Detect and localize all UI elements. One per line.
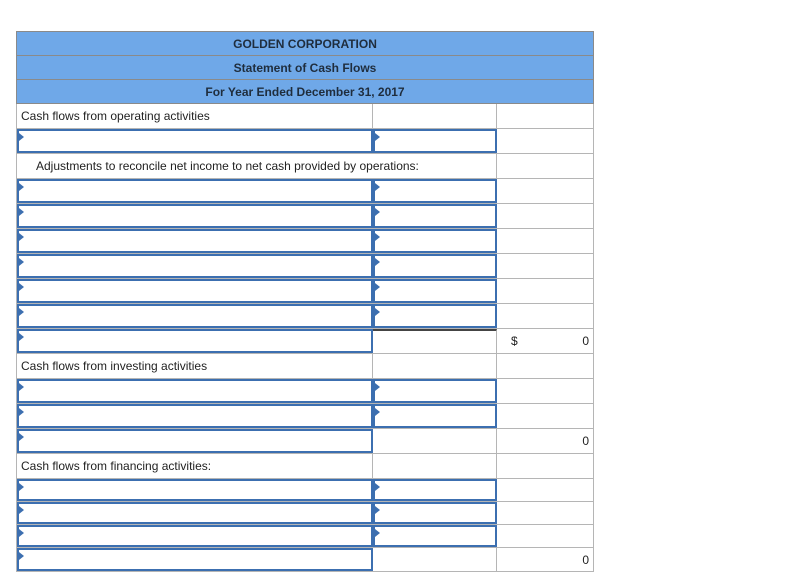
dropdown-marker-icon <box>375 308 380 316</box>
financing-row <box>16 479 594 502</box>
adjustments-label: Adjustments to reconcile net income to net cash provided by operations: <box>17 154 497 178</box>
adjustments-header-row <box>16 154 594 179</box>
financing-total-label-input[interactable] <box>17 548 373 571</box>
adjustment-label-input[interactable] <box>17 304 373 328</box>
adjustment-amount-input[interactable] <box>373 254 497 278</box>
dropdown-marker-icon <box>375 506 380 514</box>
company-name: GOLDEN CORPORATION <box>16 31 594 56</box>
investing-row <box>16 379 594 404</box>
dropdown-marker-icon <box>375 233 380 241</box>
net-income-amount-input[interactable] <box>373 129 497 153</box>
adjustment-row <box>16 229 594 254</box>
financing-label-input[interactable] <box>17 525 373 547</box>
dropdown-marker-icon <box>375 258 380 266</box>
adjustment-row <box>16 254 594 279</box>
dropdown-marker-icon <box>19 483 24 491</box>
dropdown-marker-icon <box>375 483 380 491</box>
financing-total-row <box>16 548 594 572</box>
dropdown-marker-icon <box>19 333 24 341</box>
financing-amount-input[interactable] <box>373 502 497 524</box>
financing-total <box>497 548 594 571</box>
adjustment-label-input[interactable] <box>17 279 373 303</box>
investing-label-input[interactable] <box>17 379 373 403</box>
adjustment-label-input[interactable] <box>17 229 373 253</box>
dropdown-marker-icon <box>19 383 24 391</box>
dropdown-marker-icon <box>375 529 380 537</box>
financing-section-header <box>16 454 594 479</box>
financing-row <box>16 525 594 548</box>
operating-total <box>497 329 594 353</box>
dropdown-marker-icon <box>19 208 24 216</box>
operating-section-header <box>16 104 594 129</box>
currency-symbol: $ <box>511 334 518 348</box>
operating-total-value: 0 <box>582 334 589 348</box>
dropdown-marker-icon <box>19 133 24 141</box>
dropdown-marker-icon <box>19 233 24 241</box>
financing-label: Cash flows from financing activities: <box>17 454 373 478</box>
dropdown-marker-icon <box>19 552 24 560</box>
dropdown-marker-icon <box>19 529 24 537</box>
investing-total <box>497 429 594 453</box>
dropdown-marker-icon <box>19 433 24 441</box>
statement-period: For Year Ended December 31, 2017 <box>16 80 594 104</box>
adjustment-amount-input[interactable] <box>373 304 497 328</box>
investing-label-input[interactable] <box>17 404 373 428</box>
financing-label-input[interactable] <box>17 502 373 524</box>
adjustment-row <box>16 279 594 304</box>
dropdown-marker-icon <box>19 506 24 514</box>
investing-row <box>16 404 594 429</box>
adjustment-amount-input[interactable] <box>373 229 497 253</box>
financing-label-input[interactable] <box>17 479 373 501</box>
investing-label: Cash flows from investing activities <box>17 354 373 378</box>
net-income-row <box>16 129 594 154</box>
dropdown-marker-icon <box>375 133 380 141</box>
adjustment-label-input[interactable] <box>17 204 373 228</box>
investing-amount-input[interactable] <box>373 379 497 403</box>
financing-row <box>16 502 594 525</box>
financing-total-value: 0 <box>582 552 589 567</box>
dropdown-marker-icon <box>19 308 24 316</box>
net-income-label-input[interactable] <box>17 129 373 153</box>
adjustment-label-input[interactable] <box>17 254 373 278</box>
adjustment-row <box>16 204 594 229</box>
adjustment-row <box>16 304 594 329</box>
investing-total-value: 0 <box>582 434 589 448</box>
operating-label: Cash flows from operating activities <box>17 104 373 128</box>
statement-title: Statement of Cash Flows <box>16 56 594 80</box>
operating-total-label-input[interactable] <box>17 329 373 353</box>
dropdown-marker-icon <box>375 383 380 391</box>
operating-total-row <box>16 329 594 354</box>
investing-section-header <box>16 354 594 379</box>
adjustment-label-input[interactable] <box>17 179 373 203</box>
financing-amount-input[interactable] <box>373 479 497 501</box>
investing-total-label-input[interactable] <box>17 429 373 453</box>
dropdown-marker-icon <box>375 183 380 191</box>
adjustment-amount-input[interactable] <box>373 179 497 203</box>
dropdown-marker-icon <box>375 283 380 291</box>
dropdown-marker-icon <box>375 208 380 216</box>
adjustment-row <box>16 179 594 204</box>
adjustment-amount-input[interactable] <box>373 204 497 228</box>
dropdown-marker-icon <box>375 408 380 416</box>
dropdown-marker-icon <box>19 283 24 291</box>
financing-amount-input[interactable] <box>373 525 497 547</box>
dropdown-marker-icon <box>19 258 24 266</box>
investing-amount-input[interactable] <box>373 404 497 428</box>
dropdown-marker-icon <box>19 183 24 191</box>
dropdown-marker-icon <box>19 408 24 416</box>
investing-total-row <box>16 429 594 454</box>
cash-flow-statement <box>16 31 594 572</box>
adjustment-amount-input[interactable] <box>373 279 497 303</box>
